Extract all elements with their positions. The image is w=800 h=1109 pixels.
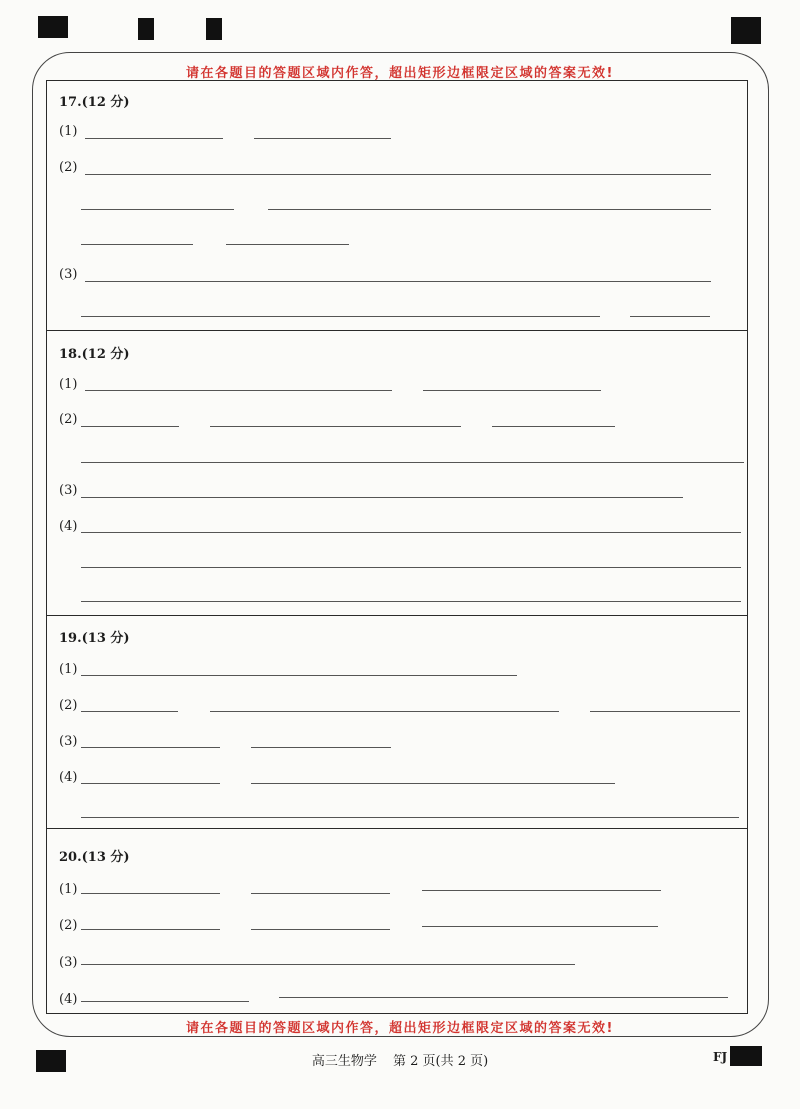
answer-line[interactable] xyxy=(81,747,220,748)
q18-part-4-label: (4) xyxy=(59,519,78,534)
q19-part-1-label: (1) xyxy=(59,662,78,677)
answer-line[interactable] xyxy=(81,601,741,602)
q18-part-3-label: (3) xyxy=(59,483,78,498)
answer-line[interactable] xyxy=(81,244,193,245)
answer-line[interactable] xyxy=(81,1001,249,1002)
answer-line[interactable] xyxy=(492,426,615,427)
page-footer xyxy=(0,1050,800,1069)
answer-line[interactable] xyxy=(81,893,220,894)
question-19-title: 19.(13 分) xyxy=(59,631,130,646)
question-20-title: 20.(13 分) xyxy=(59,850,130,865)
q19-part-3-label: (3) xyxy=(59,734,78,749)
answer-line[interactable] xyxy=(251,893,390,894)
registration-mark xyxy=(731,17,761,44)
answer-line[interactable] xyxy=(81,209,234,210)
answer-line[interactable] xyxy=(279,997,728,998)
q20-part-3-label: (3) xyxy=(59,955,78,970)
question-19-box xyxy=(46,615,748,829)
registration-mark xyxy=(138,18,154,40)
answer-line[interactable] xyxy=(81,462,744,463)
registration-mark xyxy=(206,18,222,40)
answer-line[interactable] xyxy=(81,817,739,818)
q19-part-4-label: (4) xyxy=(59,770,78,785)
question-17-box xyxy=(46,80,748,331)
answer-line[interactable] xyxy=(226,244,349,245)
paper-code: FJ xyxy=(713,1050,728,1064)
question-18-title: 18.(12 分) xyxy=(59,347,130,362)
answer-line[interactable] xyxy=(81,316,600,317)
warning-banner-bottom: 请在各题目的答题区域内作答，超出矩形边框限定区域的答案无效! xyxy=(186,1021,614,1036)
answer-line[interactable] xyxy=(630,316,710,317)
answer-line[interactable] xyxy=(81,497,683,498)
answer-line[interactable] xyxy=(81,711,178,712)
answer-line[interactable] xyxy=(251,783,615,784)
warning-banner-top: 请在各题目的答题区域内作答，超出矩形边框限定区域的答案无效! xyxy=(186,66,614,81)
answer-line[interactable] xyxy=(81,532,741,533)
q20-part-1-label: (1) xyxy=(59,882,78,897)
page-number: 第 2 页(共 2 页) xyxy=(392,1054,489,1069)
q17-part-1-label: (1) xyxy=(59,124,78,139)
answer-line[interactable] xyxy=(422,926,658,927)
question-18-box xyxy=(46,330,748,616)
q20-part-2-label: (2) xyxy=(59,918,78,933)
answer-line[interactable] xyxy=(81,964,575,965)
answer-line[interactable] xyxy=(85,138,223,139)
answer-line[interactable] xyxy=(81,929,220,930)
answer-line[interactable] xyxy=(251,929,390,930)
question-17-title: 17.(12 分) xyxy=(59,95,130,110)
answer-line[interactable] xyxy=(423,390,601,391)
answer-line[interactable] xyxy=(590,711,740,712)
registration-mark xyxy=(38,16,68,38)
answer-line[interactable] xyxy=(254,138,391,139)
answer-line[interactable] xyxy=(85,281,711,282)
q20-part-4-label: (4) xyxy=(59,992,78,1007)
answer-line[interactable] xyxy=(81,426,179,427)
q17-part-3-label: (3) xyxy=(59,267,78,282)
subject-label: 高三生物学 xyxy=(311,1054,377,1069)
answer-line[interactable] xyxy=(210,426,461,427)
answer-line[interactable] xyxy=(422,890,661,891)
answer-line[interactable] xyxy=(251,747,391,748)
answer-line[interactable] xyxy=(85,174,711,175)
q18-part-1-label: (1) xyxy=(59,377,78,392)
question-20-box xyxy=(46,828,748,1014)
q18-part-2-label: (2) xyxy=(59,412,78,427)
q19-part-2-label: (2) xyxy=(59,698,78,713)
answer-line[interactable] xyxy=(85,390,392,391)
answer-line[interactable] xyxy=(81,675,517,676)
answer-line[interactable] xyxy=(81,783,220,784)
answer-line[interactable] xyxy=(210,711,559,712)
answer-line[interactable] xyxy=(81,567,741,568)
q17-part-2-label: (2) xyxy=(59,160,78,175)
answer-line[interactable] xyxy=(268,209,711,210)
